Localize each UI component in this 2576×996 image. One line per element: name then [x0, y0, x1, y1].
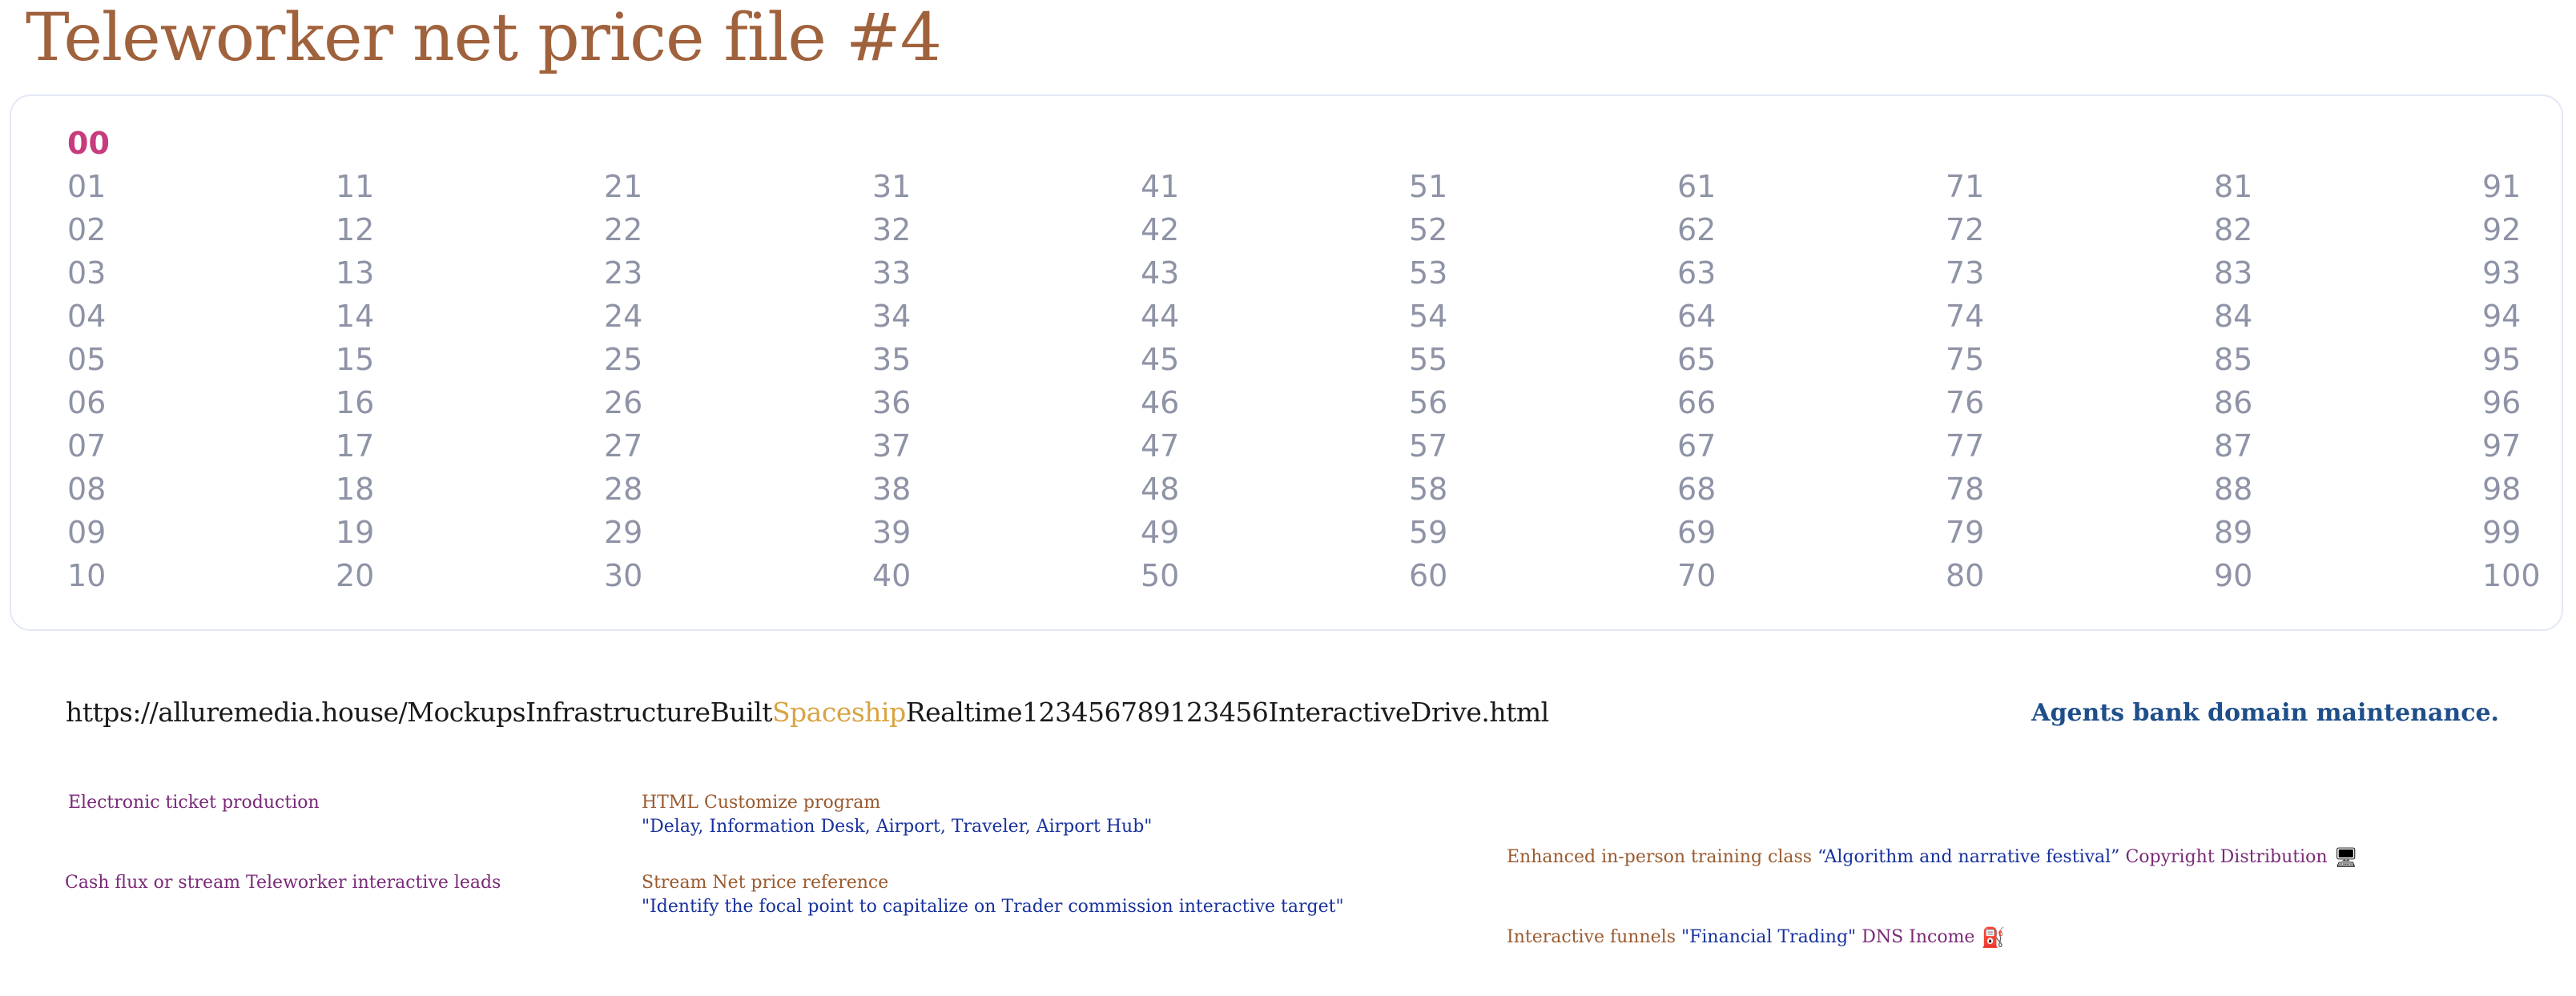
number-cell[interactable]: 59 [1409, 515, 1448, 550]
number-cell[interactable]: 41 [1141, 169, 1180, 204]
number-cell[interactable]: 08 [67, 472, 107, 507]
url-part-highlight: Spaceship [771, 697, 906, 728]
number-cell[interactable]: 43 [1141, 255, 1180, 291]
number-cell[interactable]: 26 [604, 385, 643, 420]
right-item-training-prefix: Enhanced in-person training class [1507, 847, 1813, 867]
number-cell[interactable]: 14 [336, 299, 375, 334]
number-cell[interactable]: 48 [1141, 472, 1180, 507]
number-cell[interactable]: 71 [1946, 169, 1985, 204]
number-cell[interactable]: 87 [2214, 428, 2253, 464]
number-cell[interactable]: 22 [604, 212, 643, 247]
number-cell[interactable]: 86 [2214, 385, 2253, 420]
number-cell[interactable]: 99 [2482, 515, 2522, 550]
number-cell[interactable]: 53 [1409, 255, 1448, 291]
number-cell[interactable]: 88 [2214, 472, 2253, 507]
number-cell[interactable]: 80 [1946, 558, 1985, 593]
number-cell[interactable]: 91 [2482, 169, 2522, 204]
number-cell[interactable]: 62 [1677, 212, 1717, 247]
number-cell[interactable]: 49 [1141, 515, 1180, 550]
number-cell-selected[interactable]: 00 [67, 126, 110, 161]
middle-item-stream-net-price-label[interactable]: Stream Net price reference [642, 873, 889, 893]
number-cell[interactable]: 10 [67, 558, 107, 593]
number-cell[interactable]: 97 [2482, 428, 2522, 464]
number-cell[interactable]: 54 [1409, 299, 1448, 334]
number-cell[interactable]: 51 [1409, 169, 1448, 204]
number-cell[interactable]: 70 [1677, 558, 1717, 593]
number-cell[interactable]: 56 [1409, 385, 1448, 420]
number-cell[interactable]: 44 [1141, 299, 1180, 334]
number-cell[interactable]: 28 [604, 472, 643, 507]
middle-item-html-customize-quote: "Delay, Information Desk, Airport, Traveler, Airport Hub" [642, 817, 1153, 837]
number-cell[interactable]: 31 [872, 169, 912, 204]
middle-item-stream-net-price-quote: "Identify the focal point to capitalize on Trader commission interactive target" [642, 897, 1344, 917]
number-cell[interactable]: 37 [872, 428, 912, 464]
number-cell[interactable]: 61 [1677, 169, 1717, 204]
number-cell[interactable]: 36 [872, 385, 912, 420]
url-part-before: https://alluremedia.house/MockupsInfrastructureBuilt [66, 697, 772, 728]
number-cell[interactable]: 74 [1946, 299, 1985, 334]
number-cell[interactable]: 60 [1409, 558, 1448, 593]
right-item-training-class[interactable] [1507, 845, 2358, 869]
number-cell[interactable]: 64 [1677, 299, 1717, 334]
number-cell[interactable]: 27 [604, 428, 643, 464]
number-cell[interactable]: 96 [2482, 385, 2522, 420]
number-cell[interactable]: 72 [1946, 212, 1985, 247]
number-cell[interactable]: 92 [2482, 212, 2522, 247]
right-item-training-suffix: Copyright Distribution [2125, 847, 2328, 867]
number-cell[interactable]: 79 [1946, 515, 1985, 550]
right-item-interactive-funnels[interactable] [1507, 926, 2005, 950]
number-cell[interactable]: 20 [336, 558, 375, 593]
url-text[interactable] [66, 692, 1549, 733]
number-cell[interactable]: 98 [2482, 472, 2522, 507]
number-cell[interactable]: 35 [872, 342, 912, 377]
number-cell[interactable]: 05 [67, 342, 107, 377]
fuel-pump-icon: ⛽ [1981, 926, 2006, 949]
number-cell[interactable]: 47 [1141, 428, 1180, 464]
number-cell[interactable]: 58 [1409, 472, 1448, 507]
desktop-computer-icon: 🖥 [2333, 846, 2359, 869]
number-cell[interactable]: 11 [336, 169, 375, 204]
url-part-after: Realtime123456789123456InteractiveDrive.html [905, 697, 1549, 728]
number-cell[interactable]: 30 [604, 558, 643, 593]
number-cell[interactable]: 15 [336, 342, 375, 377]
middle-item-html-customize-label[interactable]: HTML Customize program [642, 793, 881, 813]
number-cell[interactable]: 32 [872, 212, 912, 247]
page-title: Teleworker net price file #4 [26, 0, 941, 76]
number-cell[interactable]: 95 [2482, 342, 2522, 377]
number-cell[interactable]: 69 [1677, 515, 1717, 550]
number-cell[interactable]: 89 [2214, 515, 2253, 550]
number-cell[interactable]: 39 [872, 515, 912, 550]
number-cell[interactable]: 18 [336, 472, 375, 507]
right-item-funnels-prefix: Interactive funnels [1507, 927, 1676, 947]
number-cell[interactable]: 46 [1141, 385, 1180, 420]
number-cell[interactable]: 84 [2214, 299, 2253, 334]
number-cell[interactable]: 76 [1946, 385, 1985, 420]
number-cell[interactable]: 45 [1141, 342, 1180, 377]
right-item-funnels-suffix: DNS Income [1862, 927, 1975, 947]
right-item-funnels-quote: "Financial Trading" [1681, 927, 1857, 947]
number-cell[interactable]: 16 [336, 385, 375, 420]
number-cell[interactable]: 82 [2214, 212, 2253, 247]
number-cell[interactable]: 52 [1409, 212, 1448, 247]
number-cell[interactable]: 06 [67, 385, 107, 420]
number-cell[interactable]: 04 [67, 299, 107, 334]
number-cell[interactable]: 93 [2482, 255, 2522, 291]
number-cell[interactable]: 63 [1677, 255, 1717, 291]
number-cell[interactable]: 23 [604, 255, 643, 291]
number-cell[interactable]: 85 [2214, 342, 2253, 377]
number-cell[interactable]: 75 [1946, 342, 1985, 377]
number-cell[interactable]: 38 [872, 472, 912, 507]
number-grid-card [10, 94, 2563, 631]
number-cell[interactable]: 29 [604, 515, 643, 550]
number-cell[interactable]: 02 [67, 212, 107, 247]
number-cell[interactable]: 34 [872, 299, 912, 334]
number-cell[interactable]: 13 [336, 255, 375, 291]
left-item-cash-flux[interactable]: Cash flux or stream Teleworker interactive leads [65, 873, 501, 893]
number-cell[interactable]: 100 [2482, 558, 2541, 593]
number-cell[interactable]: 33 [872, 255, 912, 291]
number-cell[interactable]: 50 [1141, 558, 1180, 593]
number-cell[interactable]: 83 [2214, 255, 2253, 291]
number-cell[interactable]: 01 [67, 169, 107, 204]
number-cell[interactable]: 68 [1677, 472, 1717, 507]
left-item-ticket-production[interactable]: Electronic ticket production [68, 793, 320, 813]
number-cell[interactable]: 90 [2214, 558, 2253, 593]
number-cell[interactable]: 77 [1946, 428, 1985, 464]
number-cell[interactable]: 19 [336, 515, 375, 550]
number-cell[interactable]: 65 [1677, 342, 1717, 377]
number-cell[interactable]: 40 [872, 558, 912, 593]
number-cell[interactable]: 66 [1677, 385, 1717, 420]
number-cell[interactable]: 78 [1946, 472, 1985, 507]
number-cell[interactable]: 12 [336, 212, 375, 247]
number-cell[interactable]: 57 [1409, 428, 1448, 464]
number-cell[interactable]: 17 [336, 428, 375, 464]
tagline: Agents bank domain maintenance. [2031, 699, 2499, 727]
number-cell[interactable]: 55 [1409, 342, 1448, 377]
number-cell[interactable]: 09 [67, 515, 107, 550]
number-cell[interactable]: 25 [604, 342, 643, 377]
number-cell[interactable]: 67 [1677, 428, 1717, 464]
number-cell[interactable]: 73 [1946, 255, 1985, 291]
number-cell[interactable]: 94 [2482, 299, 2522, 334]
number-cell[interactable]: 81 [2214, 169, 2253, 204]
number-cell[interactable]: 03 [67, 255, 107, 291]
number-cell[interactable]: 21 [604, 169, 643, 204]
right-item-training-quote: “Algorithm and narrative festival” [1817, 847, 2120, 867]
number-cell[interactable]: 42 [1141, 212, 1180, 247]
number-cell[interactable]: 07 [67, 428, 107, 464]
number-cell[interactable]: 24 [604, 299, 643, 334]
